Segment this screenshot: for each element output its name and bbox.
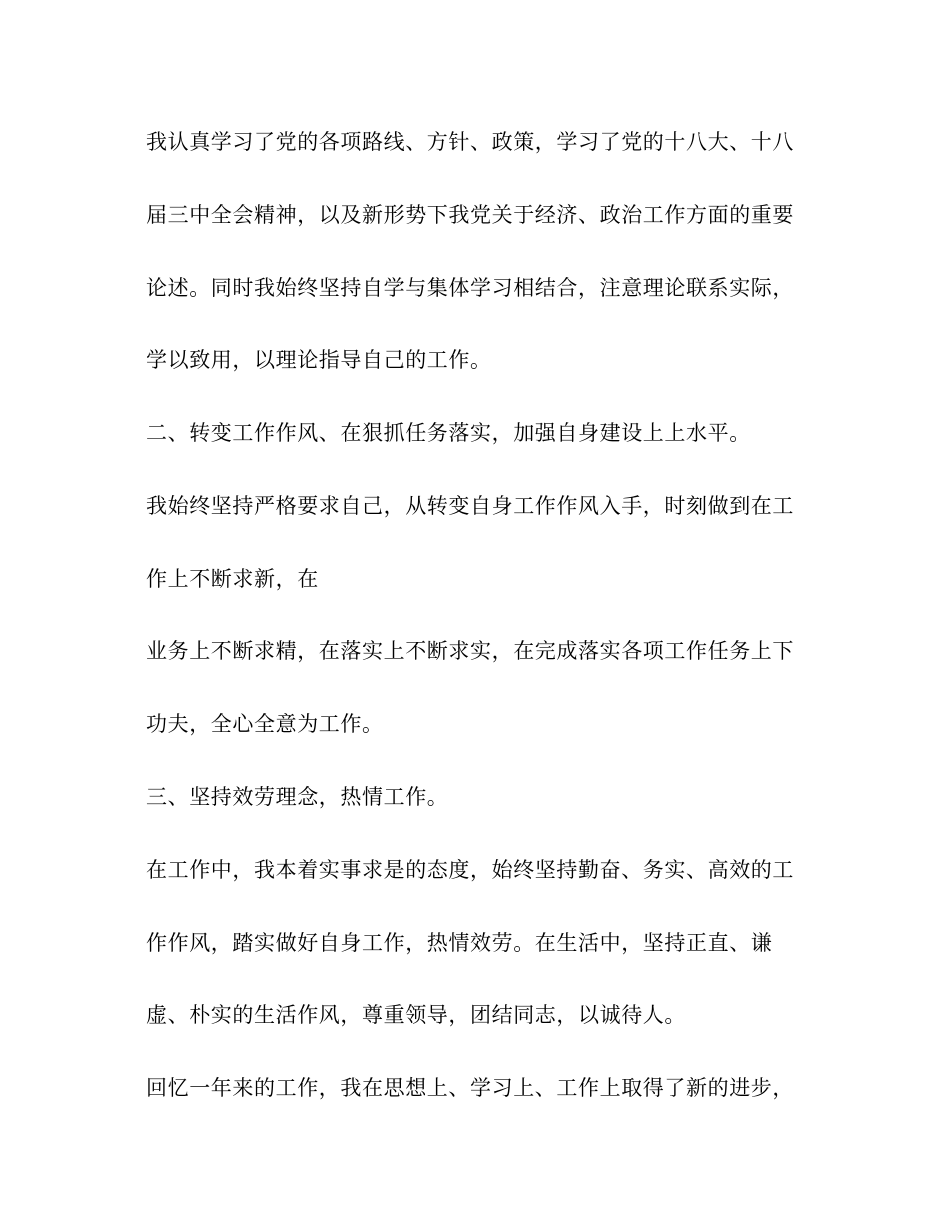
text-line: 在工作中，我本着实事求是的态度，始终坚持勤奋、务实、高效的工 [146, 858, 794, 882]
text-line: 我始终坚持严格要求自己，从转变自身工作作风入手，时刻做到在工 [146, 494, 794, 518]
text-line: 作上不断求新，在 [146, 567, 319, 591]
section-heading: 二、转变工作作风、在狠抓任务落实，加强自身建设上上水平。 [146, 421, 751, 445]
text-line: 论述。同时我始终坚持自学与集体学习相结合，注意理论联系实际， [146, 276, 794, 300]
text-line: 届三中全会精神，以及新形势下我党关于经济、政治工作方面的重要 [146, 203, 794, 227]
text-line: 我认真学习了党的各项路线、方针、政策，学习了党的十八大、十八 [146, 130, 794, 154]
section-heading: 三、坚持效劳理念，热情工作。 [146, 785, 449, 809]
text-line: 作作风，踏实做好自身工作，热情效劳。在生活中，坚持正直、谦 [146, 931, 773, 955]
text-line: 功夫，全心全意为工作。 [146, 712, 384, 736]
text-line: 回忆一年来的工作，我在思想上、学习上、工作上取得了新的进步， [146, 1076, 794, 1100]
text-line: 虚、朴实的生活作风，尊重领导，团结同志，以诚待人。 [146, 1003, 686, 1027]
text-line: 学以致用，以理论指导自己的工作。 [146, 348, 492, 372]
text-line: 业务上不断求精，在落实上不断求实，在完成落实各项工作任务上下 [146, 639, 794, 663]
